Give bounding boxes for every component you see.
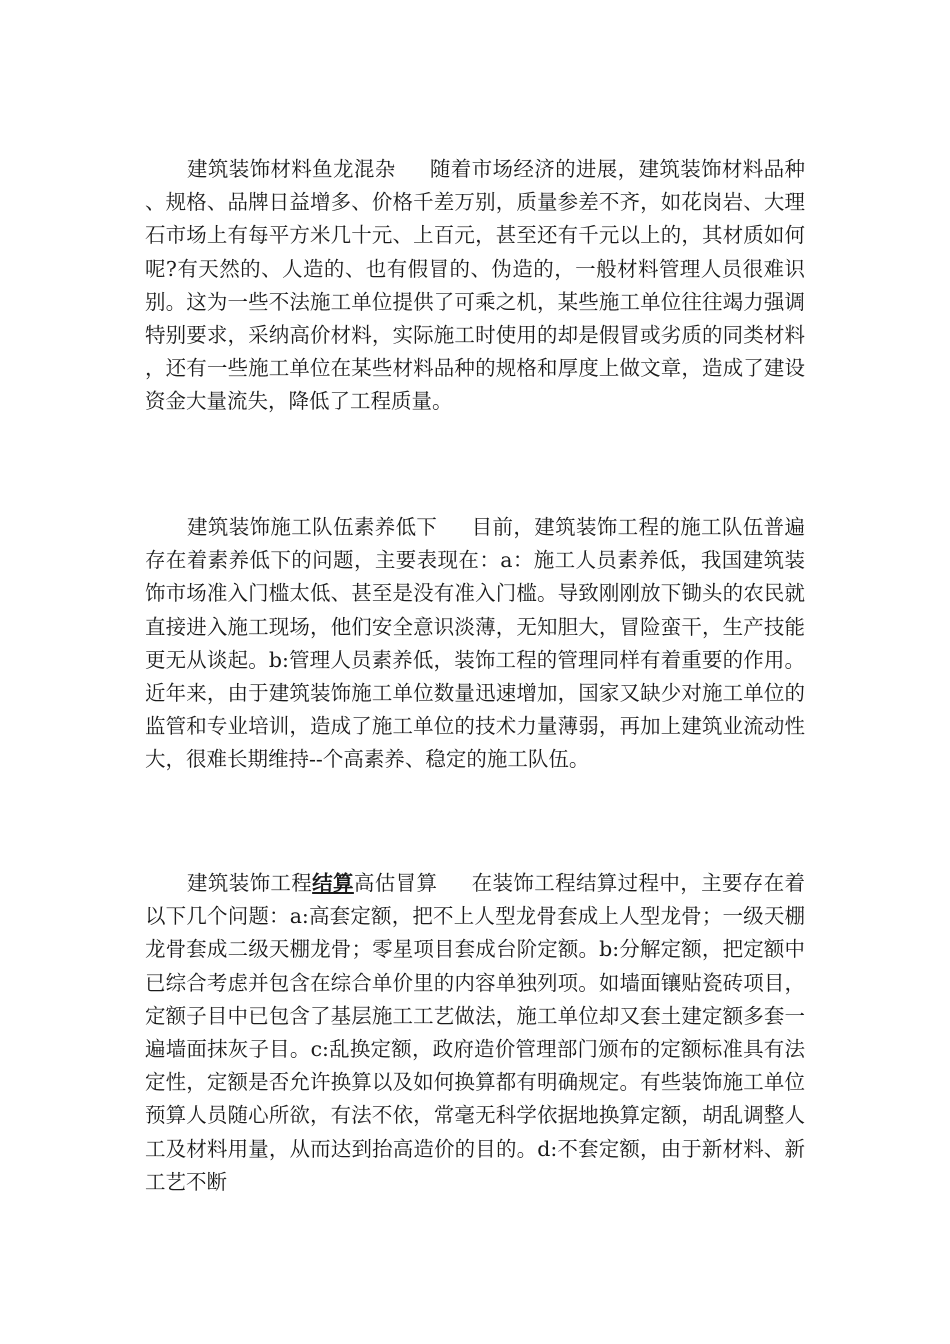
paragraph-body: 随着市场经济的进展，建筑装饰材料品种、规格、品牌日益增多、价格千差万别，质量参差不齐，如花岗岩、大理石市场上有每平方米几十元、上百元，甚至还有千元以上的，其材质如何呢?有天然的、人造的、也有假冒的、伪造的，一般材料管理人员很难识别。这为一些不法施工单位提供了可乘之机，某些施工单位往往竭力强调特别要求，采纳高价材料，实际施工时使用的却是假冒或劣质的同类材料，还有一些施工单位在某些材料品种的规格和厚度上做文章，造成了建设资金大量流失，降低了工程质量。 [145, 157, 806, 414]
paragraph-materials [145, 153, 805, 419]
paragraph-construction-team [145, 511, 805, 777]
paragraph-heading: 建筑装饰施工队伍素养低下 [187, 515, 438, 539]
paragraph-body: 在装饰工程结算过程中，主要存在着以下几个问题：a:高套定额，把不上人型龙骨套成上人型龙骨；一级天棚龙骨套成二级天棚龙骨；零星项目套成台阶定额。b:分解定额，把定额中已综合考虑并包含在综合单价里的内容单独列项。如墙面镶贴瓷砖项目，定额子目中已包含了基层施工工艺做法，施工单位却又套土建定额多套一遍墙面抹灰子目。c:乱换定额，政府造价管理部门颁布的定额标准具有法定性，定额是否允许换算以及如何换算都有明确规定。有些装饰施工单位预算人员随心所欲，有法不依，常毫无科学依据地换算定额，胡乱调整人工及材料用量，从而达到抬高造价的目的。d:不套定额，由于新材料、新工艺不断 [145, 871, 806, 1194]
paragraph-heading-start: 建筑装饰工程 [187, 871, 313, 895]
paragraph-heading-end: 高估冒算 [353, 871, 438, 895]
paragraph-heading: 建筑装饰材料鱼龙混杂 [187, 157, 396, 181]
paragraph-body: 目前，建筑装饰工程的施工队伍普遍存在着素养低下的问题，主要表现在：a：施工人员素养低，我国建筑装饰市场准入门槛太低、甚至是没有准入门槛。导致刚刚放下锄头的农民就直接进入施工现场，他们安全意识淡薄，无知胆大，冒险蛮干，生产技能更无从谈起。b:管理人员素养低，装饰工程的管理同样有着重要的作用。近年来，由于建筑装饰施工单位数量迅速增加，国家又缺少对施工单位的监管和专业培训，造成了施工单位的技术力量薄弱，再加上建筑业流动性大，很难长期维持--个高素养、稳定的施工队伍。 [145, 515, 806, 772]
settlement-link[interactable]: 结算 [312, 871, 354, 895]
paragraph-settlement [145, 867, 805, 1199]
